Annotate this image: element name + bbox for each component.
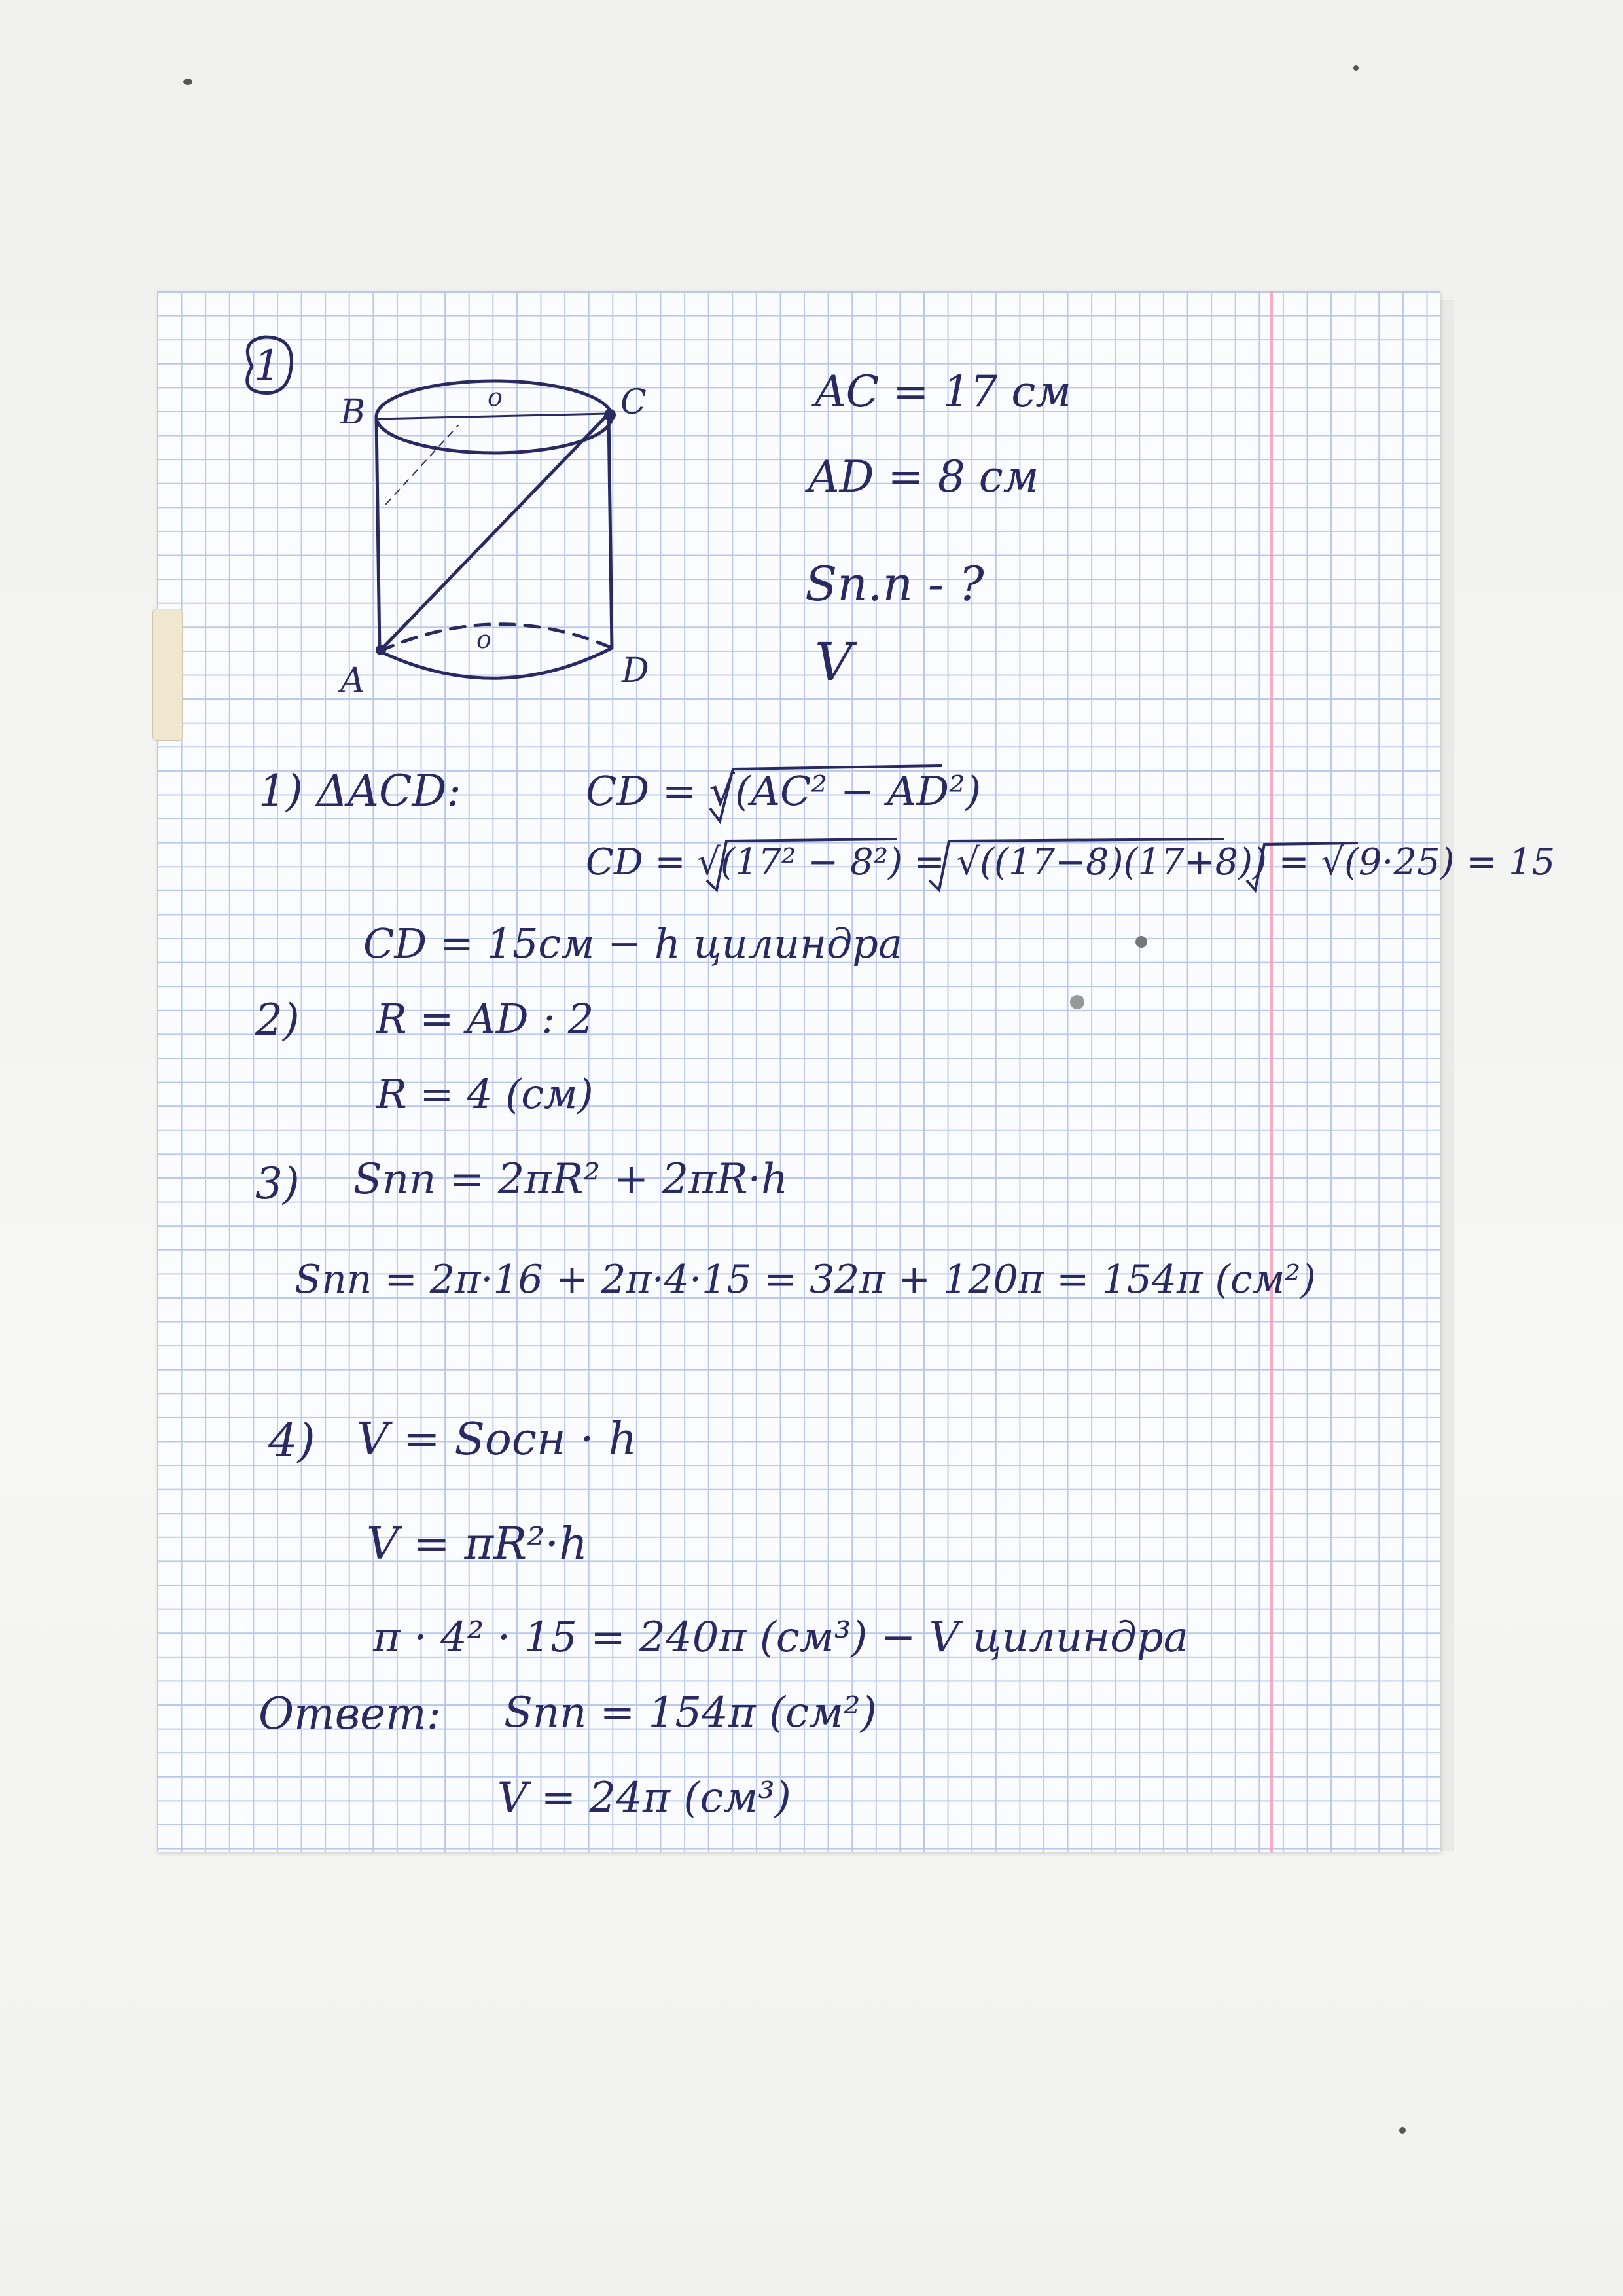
point-c-dot: [604, 409, 616, 421]
label-a: A: [340, 661, 365, 700]
step2-line2: R = 4 (см): [376, 1070, 594, 1118]
label-bottom-center: o: [476, 625, 491, 654]
step4-calc: π · 4² · 15 = 240π (см³) − V цилиндра: [373, 1613, 1188, 1662]
point-a-dot: [376, 645, 386, 655]
step3-calc: Sпп = 2π·16 + 2π·4·15 = 32π + 120π = 154π (см²): [294, 1257, 1316, 1302]
left-side: [376, 417, 380, 651]
label-c: C: [620, 383, 647, 422]
problem-number: 1: [254, 342, 281, 390]
given-ac: AC = 17 см: [815, 367, 1072, 417]
step3-formula: Sпп = 2πR² + 2πR·h: [353, 1155, 789, 1204]
step1-calc: CD = √(17² − 8²) = √((17−8)(17+8)) = √(9·25) = 15: [586, 841, 1556, 884]
bottom-back-arc: [380, 624, 612, 651]
step2-line1: R = AD : 2: [376, 995, 594, 1043]
diagonal-ac: [380, 414, 609, 651]
step1-title: 1) ΔACD:: [259, 766, 461, 816]
diameter-bc: [376, 414, 609, 419]
given-v: V: [815, 632, 853, 692]
right-side: [609, 416, 612, 648]
scan-speck: [1399, 2127, 1406, 2134]
bottom-front-arc: [380, 648, 612, 678]
step4-formula2: V = πR²·h: [366, 1518, 588, 1570]
scan-speck: [1135, 936, 1147, 948]
label-top-center: o: [488, 383, 503, 412]
given-ad: AD = 8 см: [808, 452, 1039, 502]
given-s: Sп.п - ?: [805, 556, 984, 611]
answer-v: V = 24π (см³): [497, 1774, 791, 1822]
step1-formula: CD = √(AC² − AD²): [586, 767, 982, 815]
scan-speck: [1070, 995, 1084, 1009]
step1-result: CD = 15см − h цилиндра: [363, 920, 902, 967]
scan-speck: [183, 79, 192, 85]
step2-title: 2): [255, 995, 300, 1045]
step4-title: 4): [268, 1414, 315, 1467]
step4-formula1: V = Sосн · h: [357, 1414, 637, 1465]
label-d: D: [622, 651, 649, 691]
label-b: B: [340, 393, 366, 432]
step3-title: 3): [255, 1158, 300, 1209]
answer-label: Ответ:: [259, 1689, 441, 1739]
answer-s: Sпп = 154π (см²): [504, 1689, 877, 1737]
scan-speck: [1353, 65, 1359, 71]
